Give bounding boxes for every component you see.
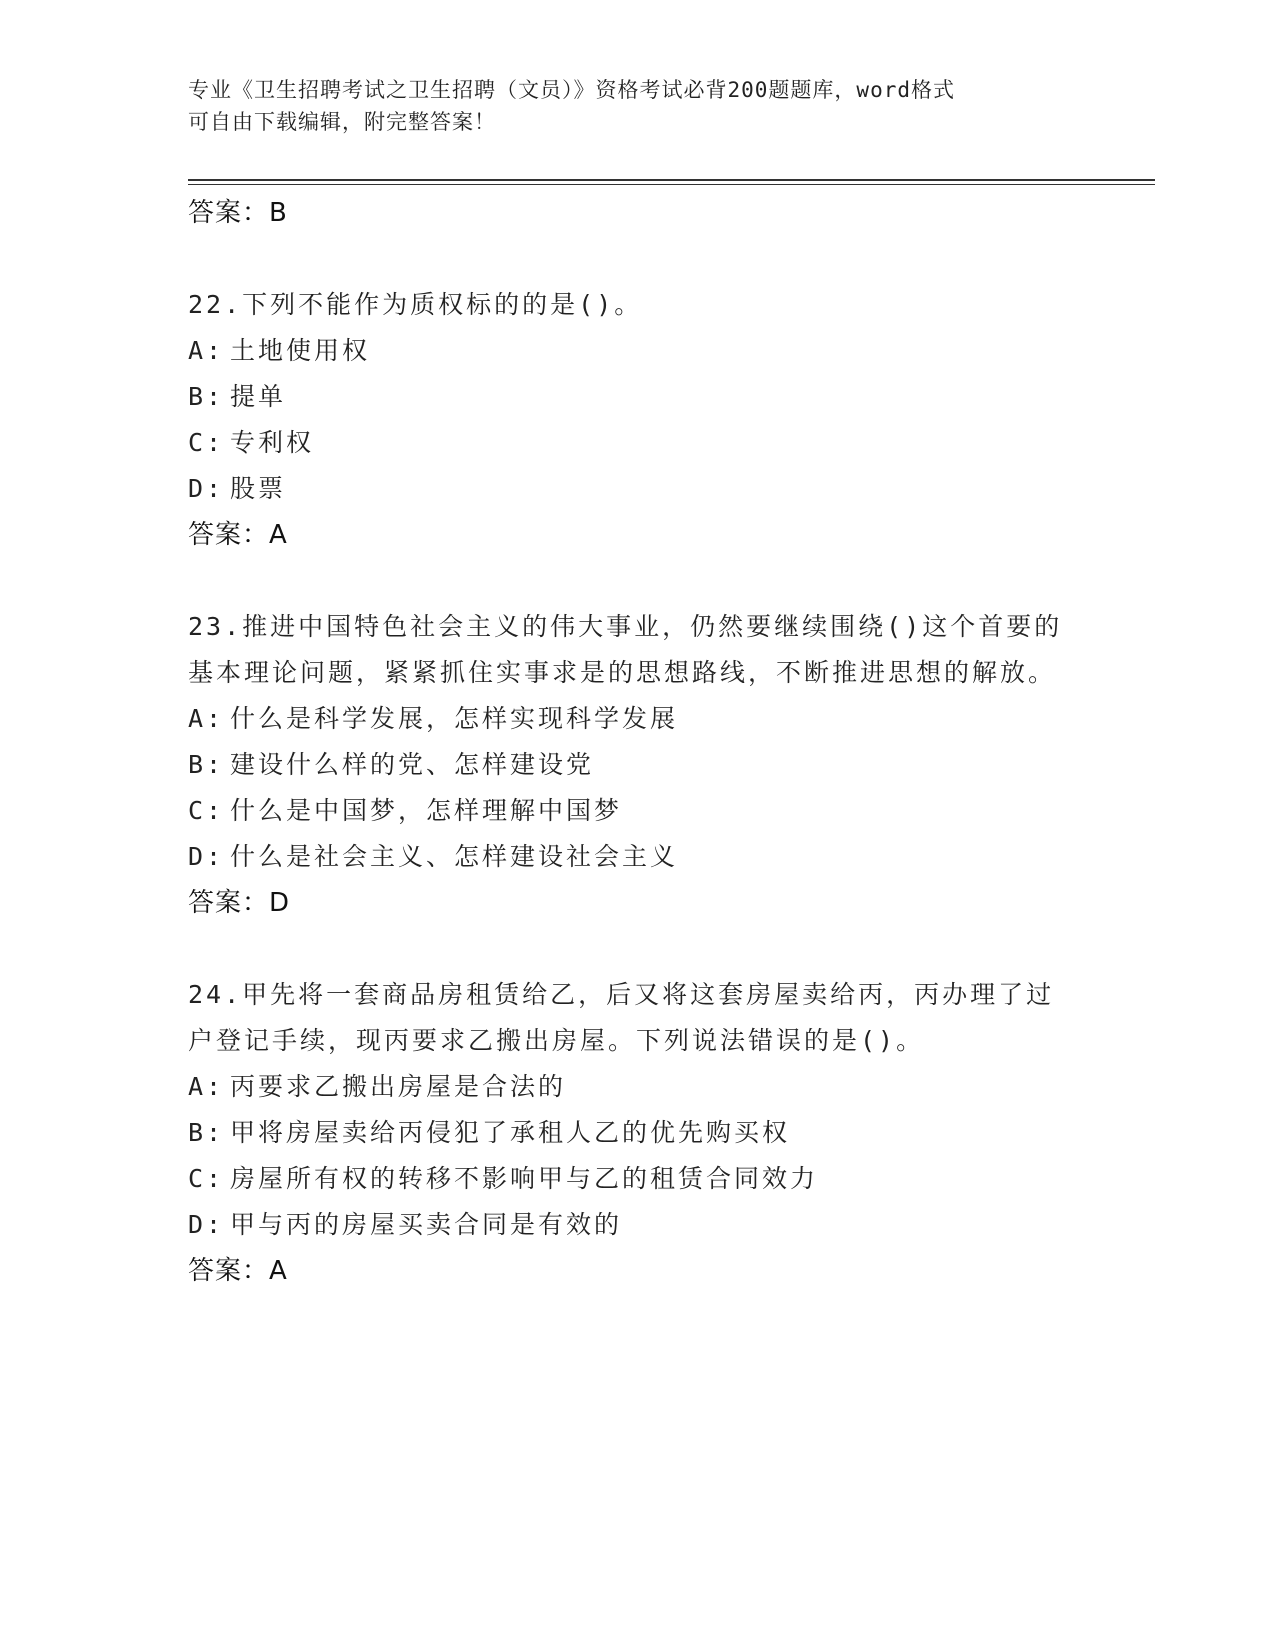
option-letter: D:: [188, 1210, 225, 1239]
option-a: [188, 696, 1088, 742]
question-text: 23.推进中国特色社会主义的伟大事业，仍然要继续围绕()这个首要的基本理论问题，紧紧抓住实事求是的思想路线，不断推进思想的解放。: [188, 612, 1063, 687]
option-text: 提单: [230, 382, 287, 411]
option-text: 股票: [230, 474, 287, 503]
option-a: [188, 328, 1088, 374]
option-text: 什么是中国梦，怎样理解中国梦: [230, 796, 623, 825]
option-letter: A:: [188, 704, 225, 733]
document-header: [188, 74, 1068, 138]
answer: 答案：A: [188, 520, 288, 550]
option-b: [188, 1110, 1088, 1156]
option-letter: A:: [188, 1072, 225, 1101]
header-divider-thick: [188, 179, 1155, 181]
option-text: 甲将房屋卖给丙侵犯了承租人乙的优先购买权: [230, 1118, 791, 1147]
header-line-1: 专业《卫生招聘考试之卫生招聘（文员）》资格考试必背200题题库，word格式: [188, 78, 955, 102]
option-letter: C:: [188, 1164, 225, 1193]
header-divider-thin: [188, 184, 1155, 185]
option-c: [188, 1156, 1088, 1202]
option-letter: C:: [188, 428, 225, 457]
option-letter: B:: [188, 750, 225, 779]
option-text: 房屋所有权的转移不影响甲与乙的租赁合同效力: [230, 1164, 819, 1193]
option-b: [188, 742, 1088, 788]
answer: 答案：A: [188, 1256, 288, 1286]
option-text: 丙要求乙搬出房屋是合法的: [230, 1072, 567, 1101]
option-a: [188, 1064, 1088, 1110]
option-c: [188, 420, 1088, 466]
question-24: [188, 972, 1088, 1294]
option-letter: B:: [188, 382, 225, 411]
option-d: [188, 834, 1088, 880]
option-letter: D:: [188, 842, 225, 871]
question-text: 24.甲先将一套商品房租赁给乙，后又将这套房屋卖给丙，丙办理了过户登记手续，现丙要求乙搬出房屋。下列说法错误的是()。: [188, 980, 1055, 1055]
option-letter: B:: [188, 1118, 225, 1147]
question-text: 22.下列不能作为质权标的的是()。: [188, 290, 643, 319]
option-letter: A:: [188, 336, 225, 365]
question-23: [188, 604, 1088, 926]
previous-answer: 答案：B: [188, 198, 288, 228]
option-text: 专利权: [230, 428, 315, 457]
answer: 答案：D: [188, 888, 291, 918]
option-text: 建设什么样的党、怎样建设党: [230, 750, 595, 779]
option-letter: D:: [188, 474, 225, 503]
option-d: [188, 466, 1088, 512]
header-line-2: 可自由下载编辑，附完整答案！: [188, 110, 496, 134]
option-letter: C:: [188, 796, 225, 825]
document-body: [188, 190, 1088, 1294]
option-b: [188, 374, 1088, 420]
option-c: [188, 788, 1088, 834]
option-text: 什么是科学发展，怎样实现科学发展: [230, 704, 679, 733]
option-text: 甲与丙的房屋买卖合同是有效的: [230, 1210, 623, 1239]
question-22: [188, 282, 1088, 558]
option-text: 土地使用权: [230, 336, 371, 365]
option-d: [188, 1202, 1088, 1248]
option-text: 什么是社会主义、怎样建设社会主义: [230, 842, 679, 871]
